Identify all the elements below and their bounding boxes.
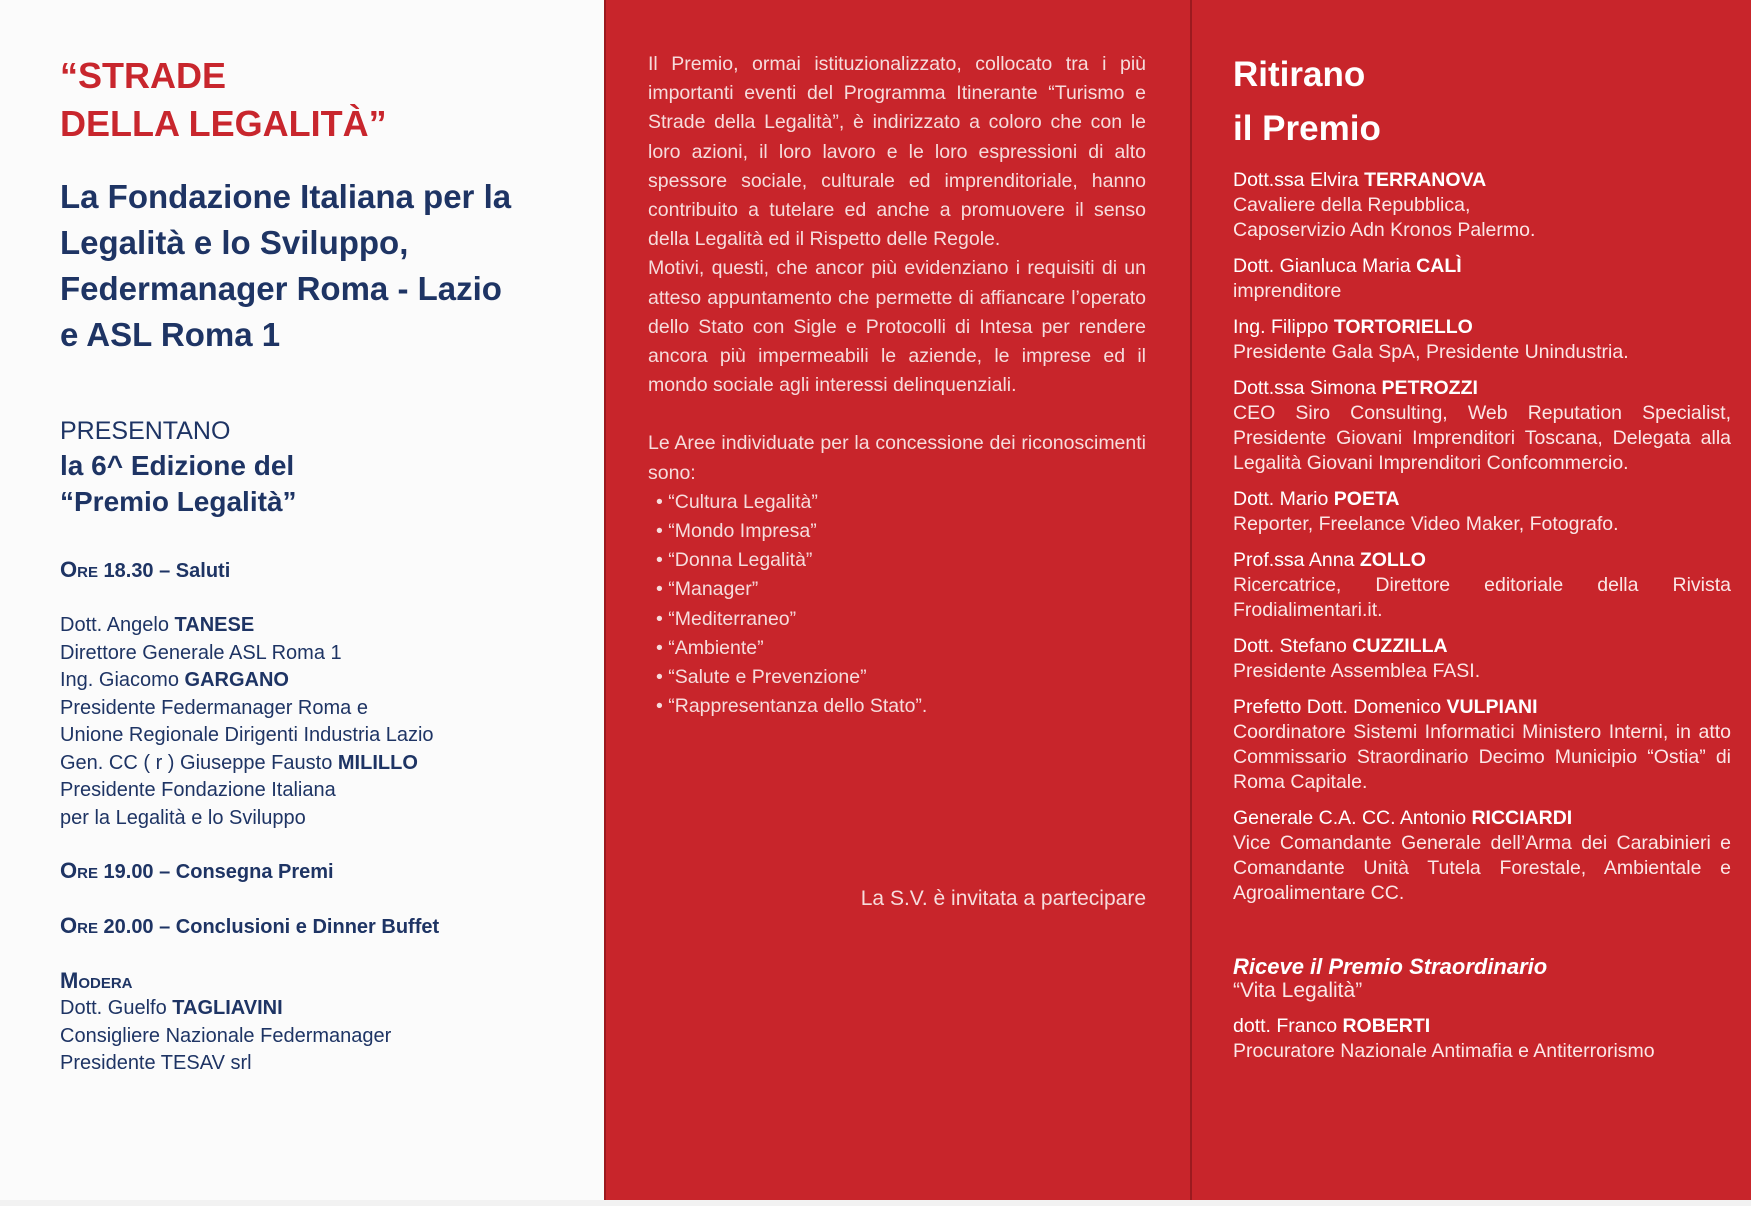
organizers-line1: La Fondazione Italiana per la: [60, 178, 512, 215]
speaker-surname: GARGANO: [184, 669, 289, 691]
recipient-surname: RICCIARDI: [1471, 807, 1573, 829]
organizers-line4: e ASL Roma 1: [60, 316, 281, 353]
recipient-surname: TORTORIELLO: [1333, 316, 1473, 338]
recipient-surname: TERRANOVA: [1364, 169, 1487, 191]
area-item: • “Manager”: [656, 575, 1146, 604]
special-recipient-name: [1233, 1014, 1731, 1039]
recipient-description: CEO Siro Consulting, Web Reputation Specialist, Presidente Giovani Imprenditori Toscana, Delegata alla Legalità Giovani Imprenditori Confcommercio.: [1233, 402, 1731, 474]
moderator-prefix: Dott. Guelfo: [60, 997, 173, 1019]
area-item: • “Ambiente”: [656, 634, 1146, 663]
recipient-prefix: Prefetto Dott. Domenico: [1233, 696, 1447, 718]
recipient-description: imprenditore: [1233, 280, 1342, 302]
bottom-edge: [0, 1200, 1751, 1206]
recipient-description: Ricercatrice, Direttore editoriale della Rivista Frodialimentari.it.: [1233, 574, 1731, 621]
schedule-text: 20.00 – Conclusioni e Dinner Buffet: [97, 916, 440, 938]
recipient-description: Reporter, Freelance Video Maker, Fotografo.: [1233, 513, 1619, 535]
speaker-name: [60, 750, 565, 778]
special-recipient-prefix: dott. Franco: [1233, 1015, 1343, 1037]
recipient-name: [1233, 315, 1731, 340]
invitation-text: La S.V. è invitata a partecipare: [860, 887, 1146, 911]
fold-line: [1190, 0, 1192, 1200]
speaker-prefix: Ing. Giacomo: [60, 669, 185, 691]
left-panel: [0, 0, 605, 1200]
speaker-prefix: Dott. Angelo: [60, 614, 175, 636]
speakers-list: [60, 612, 565, 832]
recipient-entry: [1233, 254, 1731, 304]
recipient-surname: CALÌ: [1416, 255, 1462, 277]
moderator-role: Presidente TESAV srl: [60, 1052, 252, 1074]
intro-paragraph: Il Premio, ormai istituzionalizzato, collocato tra i più importanti eventi del Programma Itinerante “Turismo e Strade della Legalità”, è indirizzato a coloro che con le loro azioni, il loro lavoro e le loro espressioni di alto spessore sociale, culturale ed imprenditoriale, hanno contribuito a tutelare ed anche a promuovere il senso della Legalità ed il Rispetto delle Regole.: [648, 53, 1146, 251]
recipients-list: [1233, 168, 1731, 906]
area-item: • “Mediterraneo”: [656, 605, 1146, 634]
area-item: • “Mondo Impresa”: [656, 517, 1146, 546]
schedule-item-conclusioni: [60, 912, 565, 941]
recipient-prefix: Dott.ssa Elvira: [1233, 169, 1365, 191]
special-recipient-surname: ROBERTI: [1342, 1015, 1431, 1037]
event-title-line2: DELLA LEGALITÀ”: [60, 103, 387, 144]
recipient-prefix: Dott. Stefano: [1233, 635, 1353, 657]
recipient-surname: VULPIANI: [1446, 696, 1538, 718]
recipient-description: Vice Comandante Generale dell’Arma dei Carabinieri e Comandante Unità Tutela Forestale, Ambientale e Agroalimentare CC.: [1233, 832, 1731, 904]
moderator-surname: TAGLIAVINI: [172, 997, 283, 1019]
recipient-surname: ZOLLO: [1359, 549, 1426, 571]
schedule-ore-label: Ore: [60, 858, 98, 883]
edition-line1: la 6^ Edizione del: [60, 450, 295, 481]
recipient-prefix: Generale C.A. CC. Antonio: [1233, 807, 1472, 829]
recipient-name: [1233, 487, 1731, 512]
speaker-surname: MILILLO: [337, 751, 418, 774]
recipient-name: [1233, 376, 1731, 401]
recipient-entry: [1233, 695, 1731, 795]
recipient-entry: [1233, 376, 1731, 476]
special-award-title: Riceve il Premio Straordinario: [1233, 954, 1548, 979]
recipient-name: [1233, 634, 1731, 659]
schedule-ore-label: Ore: [60, 557, 98, 582]
recipient-description: Caposervizio Adn Kronos Palermo.: [1233, 219, 1536, 241]
organizers-line2: Legalità e lo Sviluppo,: [60, 224, 409, 261]
special-award: [1233, 954, 1731, 1064]
recipient-description: Coordinatore Sistemi Informatici Ministero Interni, in atto Commissario Straordinario Decimo Municipio “Ostia” di Roma Capitale.: [1233, 721, 1731, 793]
moderator-name: [60, 995, 565, 1023]
speaker-role: Presidente Fondazione Italiana: [60, 779, 336, 801]
fold-line: [604, 0, 606, 1200]
right-panel: [1192, 0, 1751, 1200]
recipient-name: [1233, 548, 1731, 573]
area-item: • “Cultura Legalità”: [656, 488, 1146, 517]
recipient-name: [1233, 695, 1731, 720]
schedule-item-consegna: [60, 857, 565, 886]
area-item: • “Rappresentanza dello Stato”.: [656, 692, 1146, 721]
recipients-title-line1: Ritirano: [1233, 55, 1366, 94]
recipient-name: [1233, 168, 1731, 193]
schedule-text: 19.00 – Consegna Premi: [97, 861, 334, 883]
recipient-entry: [1233, 634, 1731, 684]
speaker-name: [60, 667, 565, 695]
recipient-description: Presidente Assemblea FASI.: [1233, 660, 1481, 682]
recipient-prefix: Prof.ssa Anna: [1233, 549, 1360, 571]
motives-paragraph: Motivi, questi, che ancor più evidenziano i requisiti di un atteso appuntamento che permette di affiancare l’operato dello Stato con Sigle e Protocolli di Intesa per rendere ancora più impermeabili le aziende, le imprese ed il mondo sociale agli interessi delinquenziali.: [648, 257, 1146, 397]
modera-label: Modera: [60, 968, 133, 993]
special-recipient-description: Procuratore Nazionale Antimafia e Antiterrorismo: [1233, 1040, 1655, 1062]
recipient-entry: [1233, 806, 1731, 906]
middle-panel: [605, 0, 1192, 1200]
recipients-title-line2: il Premio: [1233, 109, 1381, 148]
moderator-role: Consigliere Nazionale Federmanager: [60, 1024, 392, 1047]
presentano-label: PRESENTANO: [60, 417, 231, 445]
speaker-role: Presidente Federmanager Roma e: [60, 696, 368, 719]
areas-intro: Le Aree individuate per la concessione dei riconoscimenti sono:: [648, 432, 1146, 484]
area-item: • “Donna Legalità”: [656, 546, 1146, 575]
speaker-role: Unione Regionale Dirigenti Industria Lazio: [60, 724, 434, 746]
recipient-entry: [1233, 487, 1731, 537]
speaker-surname: TANESE: [174, 614, 255, 636]
edition-line2: “Premio Legalità”: [60, 486, 297, 517]
recipient-prefix: Dott. Gianluca Maria: [1233, 255, 1417, 277]
event-title-line1: “STRADE: [60, 55, 227, 96]
schedule-ore-label: Ore: [60, 913, 98, 938]
recipient-prefix: Ing. Filippo: [1233, 316, 1334, 338]
speaker-role: per la Legalità e lo Sviluppo: [60, 806, 306, 829]
special-award-subtitle: “Vita Legalità”: [1233, 979, 1363, 1002]
schedule-text: 18.30 – Saluti: [97, 560, 231, 582]
area-item: • “Salute e Prevenzione”: [656, 663, 1146, 692]
recipient-prefix: Dott. Mario: [1233, 488, 1334, 510]
speaker-role: Direttore Generale ASL Roma 1: [60, 641, 342, 664]
recipient-prefix: Dott.ssa Simona: [1233, 377, 1382, 399]
recipient-entry: [1233, 315, 1731, 365]
organizers: [60, 174, 565, 358]
speaker-name: [60, 612, 565, 640]
areas-list: [648, 488, 1146, 722]
recipient-surname: PETROZZI: [1381, 377, 1478, 399]
recipient-name: [1233, 254, 1731, 279]
schedule-item-saluti: [60, 556, 565, 585]
recipient-surname: POETA: [1333, 488, 1400, 510]
organizers-line3: Federmanager Roma - Lazio: [60, 270, 502, 307]
recipient-entry: [1233, 168, 1731, 243]
speaker-prefix: Gen. CC ( r ) Giuseppe Fausto: [60, 751, 338, 774]
recipient-entry: [1233, 548, 1731, 623]
recipient-description: Cavaliere della Repubblica,: [1233, 194, 1471, 216]
recipient-name: [1233, 806, 1731, 831]
recipient-description: Presidente Gala SpA, Presidente Unindustria.: [1233, 341, 1629, 363]
recipient-surname: CUZZILLA: [1352, 635, 1448, 657]
